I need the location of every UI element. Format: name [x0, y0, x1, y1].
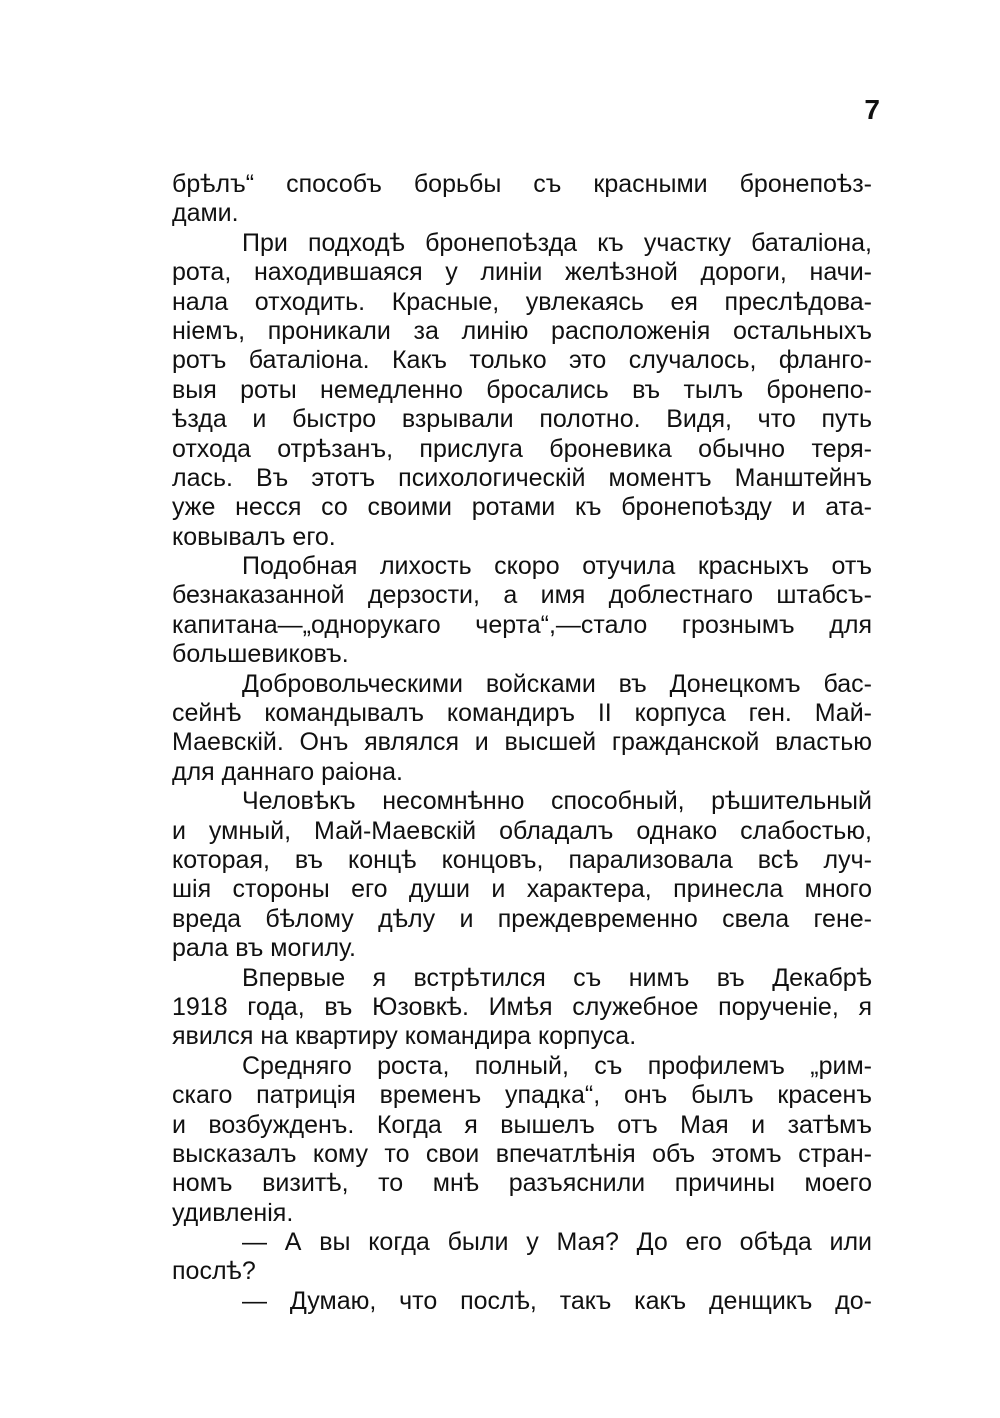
text-line: удивленія. — [172, 1198, 294, 1227]
text-line: шія стороны его души и характера, принесла много — [172, 875, 872, 904]
text-line: Впервые я встрѣтился съ нимъ въ Декабрѣ — [242, 963, 872, 992]
text-line: Добровольческими войсками въ Донецкомъ бас- — [242, 669, 872, 698]
text-line: сейнѣ командывалъ командиръ II корпуса ген. Май- — [172, 699, 872, 728]
text-line: ротъ баталіона. Какъ только это случалось, фланго- — [172, 346, 872, 375]
text-line: рота, находившаяся у линіи желѣзной дороги, начи- — [172, 258, 872, 287]
text-line: ѣзда и быстро взрывали полотно. Видя, что путь — [172, 405, 872, 434]
text-line: капитана—„однорукаго черта“,—стало грознымъ для — [172, 610, 872, 639]
text-line: выя роты немедленно бросались въ тылъ бронепо- — [172, 375, 872, 404]
text-line: высказалъ кому то свои впечатлѣнія объ этомъ стран- — [172, 1139, 872, 1168]
text-line: и умный, Май-Маевскій обладалъ однако слабостью, — [172, 816, 872, 845]
text-line: рала въ могилу. — [172, 934, 356, 963]
text-line: Маевскій. Онъ являлся и высшей гражданской властью — [172, 728, 872, 757]
text-line: — А вы когда были у Мая? До его обѣда или — [242, 1228, 872, 1257]
text-line: уже несся со своими ротами къ бронепоѣзду и ата- — [172, 493, 872, 522]
text-line: послѣ? — [172, 1257, 256, 1286]
text-line: брѣлъ“ способъ борьбы съ красными бронепоѣз- — [172, 170, 872, 198]
text-line: дами. — [172, 199, 239, 228]
text-line: и возбужденъ. Когда я вышелъ отъ Мая и затѣмъ — [172, 1110, 872, 1139]
text-line: лась. Въ этотъ психологическій моментъ Манштейнъ — [172, 463, 872, 492]
text-line: скаго патриція временъ упадка“, онъ былъ красенъ — [172, 1081, 872, 1110]
text-line: безнаказанной дерзости, а имя доблестнаго штабсъ- — [172, 581, 872, 610]
text-line: При подходѣ бронепоѣзда къ участку баталіона, — [242, 228, 872, 257]
text-line: Средняго роста, полный, съ профилемъ „рим- — [242, 1051, 872, 1080]
text-line: номъ визитѣ, то мнѣ разъяснили причины моего — [172, 1169, 872, 1198]
text-line: явился на квартиру командира корпуса. — [172, 1022, 637, 1051]
text-line: Подобная лихость скоро отучила красныхъ отъ — [242, 552, 872, 581]
text-line: ковывалъ его. — [172, 522, 336, 551]
text-line: большевиковъ. — [172, 640, 349, 669]
text-line: нала отходить. Красные, увлекаясь ея преслѣдова- — [172, 287, 872, 316]
text-line: ніемъ, проникали за линію расположенія остальныхъ — [172, 316, 872, 345]
text-line: — Думаю, что послѣ, такъ какъ денщикъ до- — [242, 1286, 872, 1315]
text-line: Человѣкъ несомнѣнно способный, рѣшительный — [242, 787, 872, 816]
body-text — [172, 170, 872, 1316]
page-number: 7 — [864, 94, 880, 125]
text-line: 1918 года, въ Юзовкѣ. Имѣя служебное порученіе, я — [172, 992, 872, 1021]
text-line: отхода отрѣзанъ, прислуга броневика обычно теря- — [172, 434, 872, 463]
text-line: которая, въ концѣ концовъ, парализовала всѣ луч- — [172, 845, 872, 874]
text-line: для даннаго раіона. — [172, 757, 404, 786]
text-line: вреда бѣлому дѣлу и преждевременно свела гене- — [172, 904, 872, 933]
